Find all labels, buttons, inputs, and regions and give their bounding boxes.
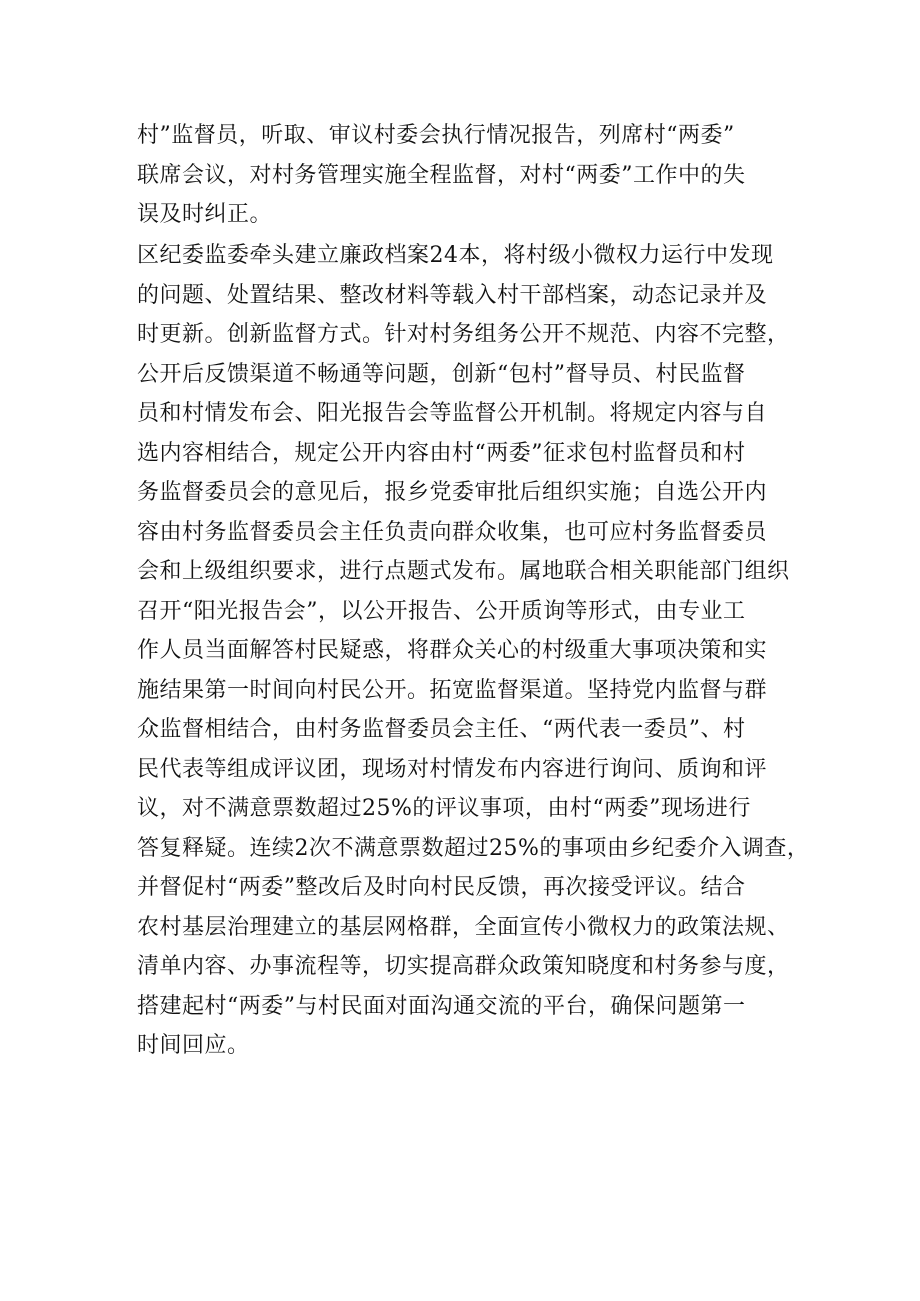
- text-line: 答复释疑。连续2次不满意票数超过25%的事项由乡纪委介入调查，: [137, 835, 810, 861]
- text-line: 选内容相结合，规定公开内容由村“两委”征求包村监督员和村: [137, 440, 746, 466]
- text-line: 并督促村“两委”整改后及时向村民反馈，再次接受评议。结合: [137, 875, 746, 900]
- text-line: 清单内容、办事流程等，切实提高群众政策知晓度和村务参与度，: [137, 954, 790, 979]
- text-line: 员和村情发布会、阳光报告会等监督公开机制。将规定内容与自: [137, 401, 768, 426]
- text-line: 的问题、处置结果、整改材料等载入村干部档案，动态记录并及: [137, 282, 768, 308]
- text-line: 容由村务监督委员会主任负责向群众收集，也可应村务监督委员: [137, 519, 768, 545]
- text-line: 议，对不满意票数超过25%的评议事项，由村“两委”现场进行: [137, 796, 751, 821]
- text-line: 会和上级组织要求，进行点题式发布。属地联合相关职能部门组织: [137, 559, 790, 584]
- text-line: 作人员当面解答村民疑惑，将群众关心的村级重大事项决策和实: [137, 638, 768, 663]
- text-line: 时更新。创新监督方式。针对村务组务公开不规范、内容不完整，: [137, 322, 790, 347]
- text-line: 施结果第一时间向村民公开。拓宽监督渠道。坚持党内监督与群: [137, 677, 768, 703]
- text-line: 村”监督员，听取、审议村委会执行情况报告，列席村“两委”: [137, 123, 735, 148]
- text-line: 众监督相结合，由村务监督委员会主任、“两代表一委员”、村: [137, 717, 746, 742]
- text-line: 公开后反馈渠道不畅通等问题，创新“包村”督导员、村民监督: [137, 361, 746, 387]
- text-line: 时间回应。: [137, 1033, 250, 1058]
- text-line: 务监督委员会的意见后，报乡党委审批后组织实施；自选公开内: [137, 480, 768, 505]
- text-line: 误及时纠正。: [137, 202, 273, 227]
- paragraph-2: [137, 236, 810, 1066]
- paragraph-1: [137, 116, 797, 235]
- text-line: 农村基层治理建立的基层网格群，全面宣传小微权力的政策法规、: [137, 914, 790, 940]
- text-line: 召开“阳光报告会”，以公开报告、公开质询等形式，由专业工: [137, 598, 746, 624]
- text-line: 联席会议，对村务管理实施全程监督，对村“两委”工作中的失: [137, 162, 746, 188]
- text-line: 区纪委监委牵头建立廉政档案24本，将村级小微权力运行中发现: [137, 243, 774, 268]
- text-line: 搭建起村“两委”与村民面对面沟通交流的平台，确保问题第一: [137, 993, 746, 1019]
- text-line: 民代表等组成评议团，现场对村情发布内容进行询问、质询和评: [137, 756, 768, 782]
